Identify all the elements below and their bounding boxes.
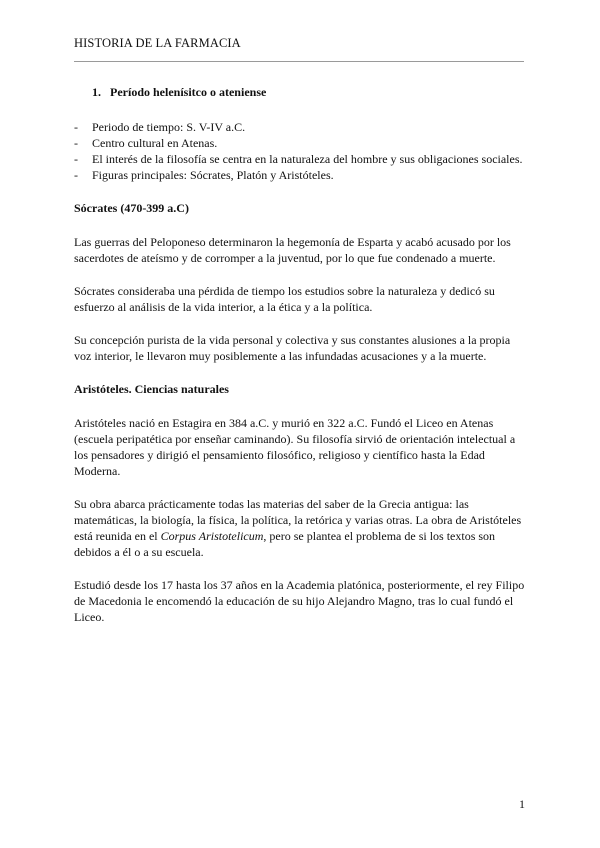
socrates-paragraph: Sócrates consideraba una pérdida de tiempo los estudios sobre la naturaleza y dedicó su esfuerzo al análisis de la vida interior, a la ética y a la política. — [74, 284, 495, 314]
bullet-marker: - — [74, 120, 78, 134]
bullet-text: El interés de la filosofía se centra en la naturaleza del hombre y sus obligaciones sociales. — [92, 152, 523, 166]
section-heading — [92, 84, 526, 100]
socrates-paragraph: Las guerras del Peloponeso determinaron la hegemonía de Esparta y acabó acusado por los sacerdotes de ateísmo y de corromper a la juventud, por lo que fue condenado a muerte. — [74, 235, 511, 265]
header-divider — [74, 61, 524, 62]
bullet-text: Figuras principales: Sócrates, Platón y Aristóteles. — [92, 168, 334, 182]
section-title: Período helenísitco o ateniense — [110, 85, 267, 99]
bullet-text: Centro cultural en Atenas. — [92, 136, 218, 150]
paragraph-text: , pero se plantea el problema de si los textos son debidos a él o a su escuela. — [74, 529, 496, 559]
document-body — [74, 84, 526, 642]
aristoteles-paragraph: Aristóteles nació en Estagira en 384 a.C. y murió en 322 a.C. Fundó el Liceo en Atenas (escuela peripatética por enseñar caminando). Su filosofía sirvió de orientación intelectual a los pensadores y dirigió el pensamiento filosófico, religioso y científico hasta la Edad Moderna. — [74, 416, 516, 478]
section-number: 1. — [92, 85, 101, 99]
bullet-item — [74, 135, 526, 151]
corpus-title: Corpus Aristotelicum — [160, 529, 264, 543]
bullet-item — [74, 119, 526, 135]
bullet-marker: - — [74, 168, 78, 182]
bullet-item — [74, 167, 526, 183]
aristoteles-paragraph: Estudió desde los 17 hasta los 37 años en la Academia platónica, posteriormente, el rey Filipo de Macedonia le encomendó la educación de su hijo Alejandro Magno, tras lo cual fundó el Liceo. — [74, 578, 525, 624]
bullet-text: Periodo de tiempo: S. V-IV a.C. — [92, 120, 246, 134]
socrates-heading: Sócrates (470-399 a.C) — [74, 201, 189, 215]
aristoteles-paragraph — [74, 496, 526, 560]
page-number: 1 — [519, 797, 525, 811]
page-header-title: HISTORIA DE LA FARMACIA — [74, 36, 241, 50]
bullet-item — [74, 151, 526, 167]
bullet-marker: - — [74, 136, 78, 150]
bullet-list — [74, 119, 526, 183]
paragraph-text: Su obra abarca prácticamente todas las materias del saber de la Grecia antigua: las matemáticas, la biología, la física, la política, la retórica y varias otras. La obra de Aristóteles está reunida en el — [74, 497, 522, 543]
socrates-paragraph: Su concepción purista de la vida personal y colectiva y sus constantes alusiones a la propia voz interior, le llevaron muy posiblemente a las infundadas acusaciones y a la muerte. — [74, 333, 511, 363]
aristoteles-heading: Aristóteles. Ciencias naturales — [74, 382, 229, 396]
bullet-marker: - — [74, 152, 78, 166]
